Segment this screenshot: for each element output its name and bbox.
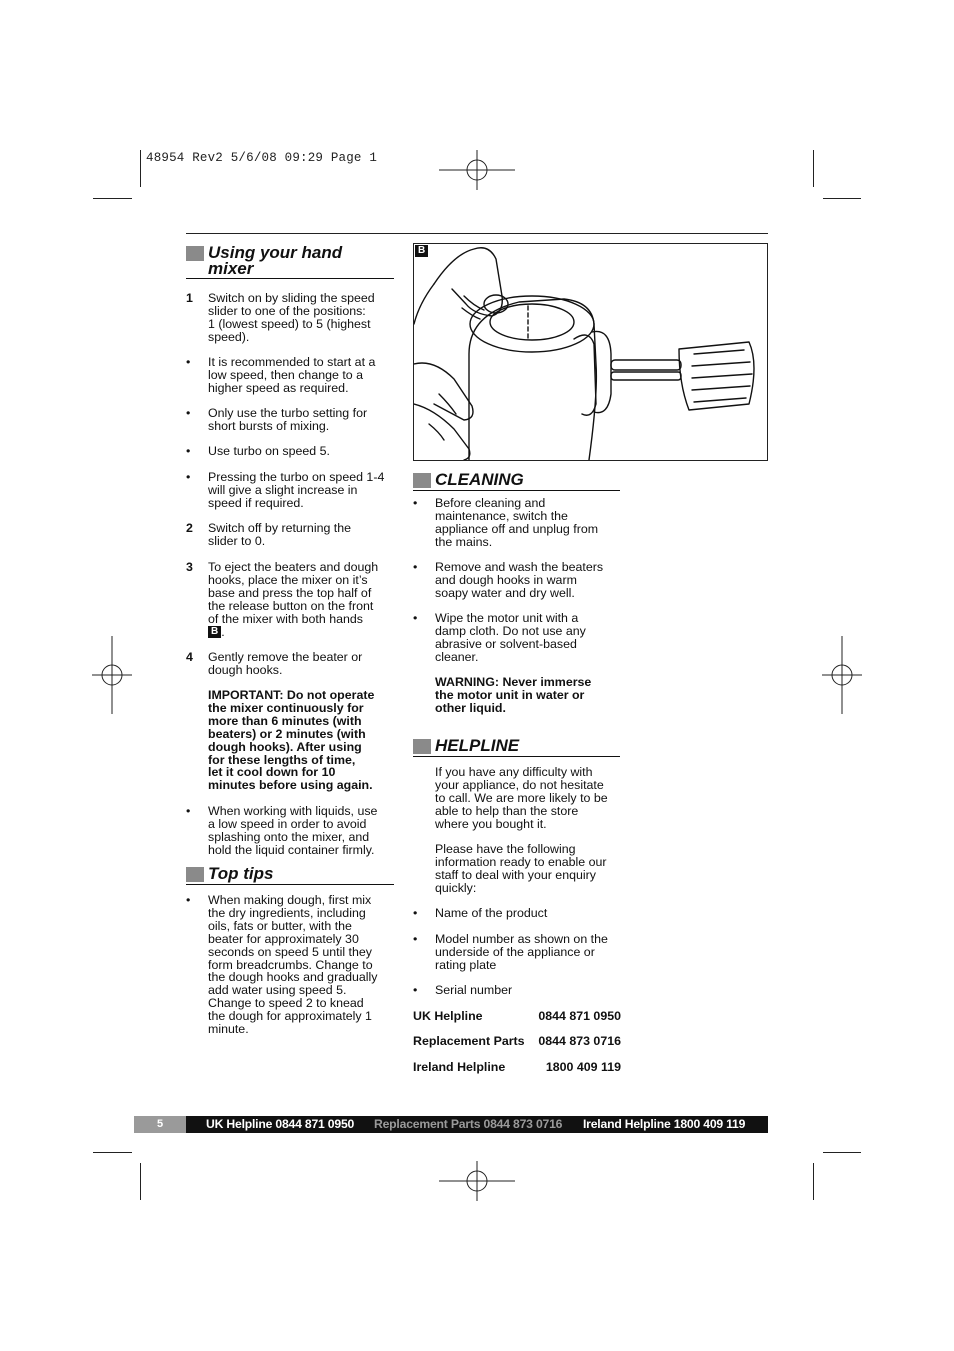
warning-line: other liquid. [435, 700, 506, 715]
item-line: Switch off by returning the [208, 521, 352, 535]
para-line: Please have the following [435, 842, 576, 856]
bullet: • [186, 804, 191, 818]
figure-b [413, 243, 768, 461]
heading-square-icon [186, 246, 204, 261]
registration-mark-left [92, 636, 132, 714]
item-line: Use turbo on speed 5. [208, 444, 330, 458]
item-line: abrasive or solvent-based [435, 636, 577, 651]
important-line: more than 6 minutes (with [208, 713, 362, 728]
item-line: Gently remove the beater or [208, 650, 363, 664]
item-marker: 2 [186, 521, 193, 535]
helpline-label: UK Helpline [413, 1009, 483, 1023]
item-line: hooks, place the mixer on it’s [208, 572, 368, 587]
item-line: Pressing the turbo on speed 1-4 [208, 470, 385, 484]
item-line: of the mixer with both hands [208, 611, 363, 626]
helpline-number-row [413, 1034, 621, 1048]
bullet: • [186, 893, 191, 907]
item-line: soapy water and dry well. [435, 585, 575, 600]
item-line: To eject the beaters and dough [208, 560, 379, 574]
heading-square-icon [413, 473, 431, 488]
top-rule [186, 233, 768, 234]
footer-replacement-parts: Replacement Parts 0844 873 0716 [374, 1117, 563, 1131]
using-title-line2: mixer [208, 259, 254, 278]
item-line: and dough hooks in warm [435, 572, 577, 587]
bullet: • [413, 496, 418, 510]
helpline-label: Ireland Helpline [413, 1060, 506, 1074]
item-line: add water using speed 5. [208, 983, 347, 998]
cleaning-section-heading [413, 472, 620, 491]
item-line: a low speed in order to avoid [208, 816, 367, 831]
important-line: for these lengths of time, [208, 752, 356, 767]
helpline-number-row [413, 1009, 621, 1023]
item-line: underside of the appliance or [435, 944, 595, 959]
item-line: short bursts of mixing. [208, 418, 330, 433]
item-line: minute. [208, 1022, 249, 1037]
item-line: When working with liquids, use [208, 804, 378, 818]
item-line: form breadcrumbs. Change to [208, 957, 373, 972]
item-line: Only use the turbo setting for [208, 406, 368, 420]
item-line: the dry ingredients, including [208, 905, 366, 920]
item-line: slider to one of the positions: [208, 303, 366, 318]
item-line: Model number as shown on the [435, 932, 608, 946]
bullet: • [413, 906, 418, 920]
print-slug: 48954 Rev2 5/6/08 09:29 Page 1 [146, 151, 378, 165]
helpline-label: Replacement Parts [413, 1034, 525, 1048]
item-line: Switch on by sliding the speed [208, 291, 375, 305]
item-line: oils, fats or butter, with the [208, 918, 352, 933]
bullet: • [413, 932, 418, 946]
registration-mark-right [822, 636, 862, 714]
item-line: beater for approximately 30 [208, 931, 359, 946]
item-line: hold the liquid container firmly. [208, 842, 375, 857]
tips-title: Top tips [208, 864, 274, 883]
item-line: Wipe the motor unit with a [435, 611, 579, 625]
warning-line: WARNING: Never immerse [435, 675, 592, 689]
item-line: damp cloth. Do not use any [435, 623, 586, 638]
para-line: information ready to enable our [435, 854, 607, 869]
item-line: base and press the top half of [208, 585, 372, 600]
item-line: It is recommended to start at a [208, 355, 376, 369]
item-marker: 3 [186, 560, 193, 574]
important-line: let it cool down for 10 [208, 765, 336, 780]
bullet: • [186, 406, 191, 420]
item-marker: 1 [186, 291, 193, 305]
important-line: minutes before using again. [208, 778, 373, 793]
helpline-number: 0844 873 0716 [538, 1034, 621, 1048]
helpline-title: HELPLINE [435, 736, 520, 755]
item-line: Serial number [435, 983, 513, 997]
page-number: 5 [134, 1116, 186, 1133]
bullet: • [413, 611, 418, 625]
using-title-line1: Using your hand [208, 243, 343, 262]
registration-mark-bottom [437, 1161, 517, 1201]
figure-ref-suffix: . [221, 624, 225, 639]
item-line: slider to 0. [208, 533, 266, 548]
item-line: 1 (lowest speed) to 5 (highest [208, 316, 371, 331]
item-line: cleaner. [435, 649, 479, 664]
hand-mixer-illustration [414, 244, 767, 460]
item-line: maintenance, switch the [435, 508, 568, 523]
item-line: the dough hooks and gradually [208, 970, 378, 985]
item-line: the mains. [435, 534, 493, 549]
cleaning-title: CLEANING [435, 470, 524, 489]
item-line: Name of the product [435, 906, 548, 920]
item-line: When making dough, first mix [208, 893, 372, 907]
warning-line: the motor unit in water or [435, 687, 585, 702]
item-line: speed if required. [208, 495, 304, 510]
item-line: appliance off and unplug from [435, 521, 599, 536]
item-line: the release button on the front [208, 598, 374, 613]
helpline-section-heading [413, 738, 620, 757]
item-line: Before cleaning and [435, 496, 546, 510]
item-marker: 4 [186, 650, 193, 664]
important-line: beaters) or 2 minutes (with [208, 726, 366, 741]
heading-square-icon [186, 867, 204, 882]
helpline-number: 0844 871 0950 [538, 1009, 621, 1023]
heading-square-icon [413, 739, 431, 754]
item-line: will give a slight increase in [208, 482, 358, 497]
item-line: rating plate [435, 957, 497, 972]
item-line: dough hooks. [208, 662, 283, 677]
item-line: the dough for approximately 1 [208, 1009, 372, 1024]
item-line: low speed, then change to a [208, 367, 363, 382]
para-line: able to help than the store [435, 803, 579, 818]
item-line: splashing onto the mixer, and [208, 829, 370, 844]
item-line: Remove and wash the beaters [435, 560, 604, 574]
bullet: • [186, 470, 191, 484]
helpline-number: 1800 409 119 [545, 1060, 621, 1074]
para-line: quickly: [435, 880, 477, 895]
bullet: • [413, 983, 418, 997]
registration-mark-top [437, 150, 517, 190]
para-line: to call. We are more likely to be [435, 790, 608, 805]
para-line: where you bought it. [435, 816, 547, 831]
important-line: the mixer continuously for [208, 700, 364, 715]
item-line: seconds on speed 5 until they [208, 944, 372, 959]
important-line: dough hooks). After using [208, 739, 362, 754]
bullet: • [413, 560, 418, 574]
para-line: staff to deal with your enquiry [435, 867, 596, 882]
item-line: higher speed as required. [208, 380, 349, 395]
footer-uk-helpline: UK Helpline 0844 871 0950 [206, 1117, 355, 1131]
footer-ireland-helpline: Ireland Helpline 1800 409 119 [583, 1117, 746, 1131]
figure-label: B [415, 245, 428, 257]
figure-ref-badge: B [208, 626, 221, 638]
using-section-heading [186, 245, 394, 279]
para-line: If you have any difficulty with [435, 765, 593, 779]
tips-section-heading [186, 866, 394, 885]
helpline-number-row [413, 1060, 621, 1074]
item-line: Change to speed 2 to knead [208, 996, 364, 1011]
para-line: your appliance, do not hesitate [435, 777, 604, 792]
bullet: • [186, 355, 191, 369]
item-line: speed). [208, 329, 250, 344]
bullet: • [186, 444, 191, 458]
important-line: IMPORTANT: Do not operate [208, 688, 375, 702]
